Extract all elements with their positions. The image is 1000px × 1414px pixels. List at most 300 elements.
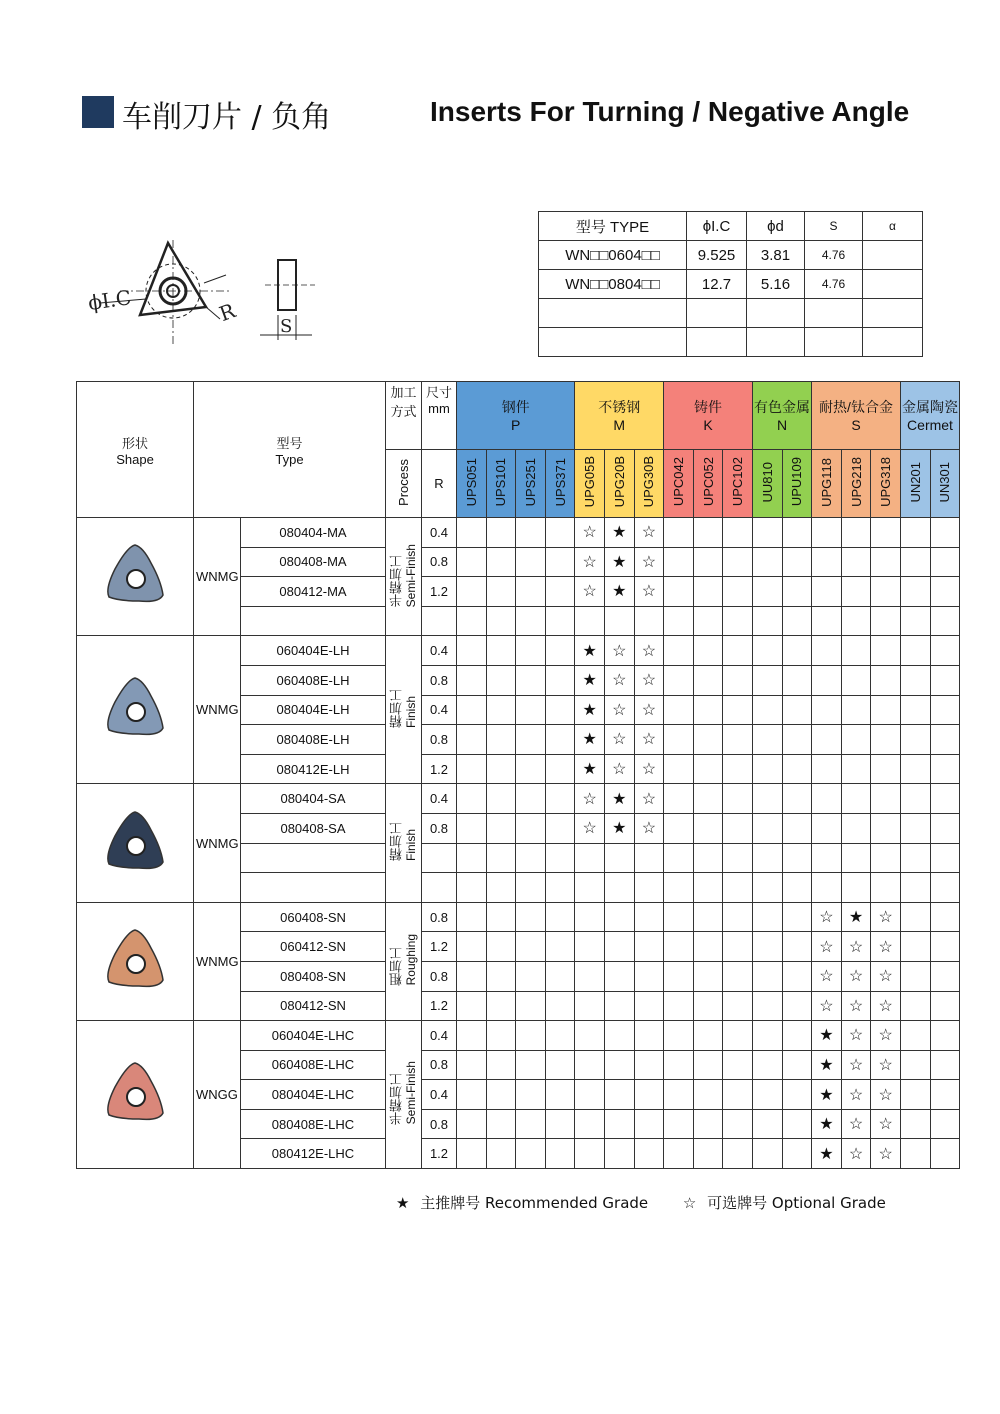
grade-mark-cell — [930, 843, 960, 873]
grade-mark-cell — [723, 902, 753, 932]
grade-mark-cell — [457, 606, 487, 636]
process-cn: 精加工 — [388, 822, 404, 862]
grade-mark-cell — [782, 1139, 812, 1169]
grade-label: UPG318 — [878, 457, 894, 507]
insert-code-cell: 080408-SA — [241, 813, 386, 843]
grade-mark-cell: ★ — [841, 902, 871, 932]
grade-mark-cell: ★ — [575, 636, 605, 666]
grade-mark-cell — [634, 606, 664, 636]
dimension-header-s: S — [805, 212, 863, 241]
grade-mark-cell — [752, 1109, 782, 1139]
table-row — [77, 1021, 960, 1051]
grade-mark-cell — [812, 577, 842, 607]
grade-mark-cell — [900, 784, 930, 814]
grade-mark-cell — [782, 902, 812, 932]
grade-mark-cell — [575, 1050, 605, 1080]
grade-mark-cell — [871, 754, 901, 784]
table-row — [77, 518, 960, 548]
grade-mark-cell — [930, 1021, 960, 1051]
drawing-r-label: R — [216, 298, 239, 327]
grade-mark-cell — [723, 1050, 753, 1080]
radius-cell: 1.2 — [422, 754, 457, 784]
grade-mark-cell — [486, 1021, 516, 1051]
grade-mark-cell — [900, 1021, 930, 1051]
grade-mark-cell — [486, 606, 516, 636]
grade-mark-cell: ☆ — [634, 665, 664, 695]
process-cn: 精加工 — [388, 688, 404, 728]
grade-mark-cell — [516, 932, 546, 962]
header-square-icon — [82, 96, 114, 128]
grade-mark-cell — [486, 873, 516, 903]
insert-code-cell: 080408E-LHC — [241, 1109, 386, 1139]
grade-mark-cell — [545, 961, 575, 991]
grade-label: UN201 — [907, 461, 923, 503]
grade-mark-cell: ★ — [604, 813, 634, 843]
grade-mark-cell — [664, 1021, 694, 1051]
grade-mark-cell — [457, 873, 487, 903]
grade-mark-cell — [930, 961, 960, 991]
grade-mark-cell — [664, 518, 694, 548]
grade-mark-cell — [900, 665, 930, 695]
grade-mark-cell — [782, 518, 812, 548]
grade-mark-cell — [841, 725, 871, 755]
grade-mark-cell — [723, 813, 753, 843]
grade-mark-cell: ☆ — [634, 695, 664, 725]
grade-label: UPG30B — [641, 456, 657, 508]
grade-mark-cell — [841, 813, 871, 843]
grade-mark-cell: ☆ — [871, 1021, 901, 1051]
grade-mark-cell — [782, 695, 812, 725]
grade-mark-cell — [812, 843, 842, 873]
material-group-letter: Cermet — [907, 416, 953, 433]
grade-mark-cell — [723, 754, 753, 784]
grade-mark-cell: ☆ — [841, 991, 871, 1021]
grade-mark-cell — [930, 754, 960, 784]
grade-header — [841, 450, 871, 518]
insert-type-cell: WNMG — [194, 518, 241, 636]
grade-mark-cell — [664, 695, 694, 725]
insert-drawing — [80, 235, 340, 350]
grade-header — [752, 450, 782, 518]
grade-mark-cell — [782, 961, 812, 991]
grade-mark-cell — [752, 695, 782, 725]
grade-mark-cell — [930, 577, 960, 607]
grade-mark-cell — [516, 1080, 546, 1110]
grade-mark-cell — [723, 1139, 753, 1169]
optional-label: 可选牌号 Optional Grade — [707, 1194, 886, 1212]
radius-cell: 0.8 — [422, 547, 457, 577]
grade-mark-cell: ☆ — [575, 784, 605, 814]
grade-mark-cell: ☆ — [634, 725, 664, 755]
shape-header — [77, 382, 194, 518]
grade-mark-cell — [900, 902, 930, 932]
insert-code-cell: 080404-SA — [241, 784, 386, 814]
process-cell — [386, 902, 422, 1020]
grade-mark-cell: ☆ — [604, 695, 634, 725]
grade-mark-cell — [693, 873, 723, 903]
process-cell — [386, 784, 422, 902]
grade-mark-cell — [782, 1050, 812, 1080]
material-group-header — [900, 382, 959, 450]
grade-mark-cell — [782, 932, 812, 962]
grade-mark-cell — [545, 1139, 575, 1169]
grade-mark-cell — [545, 665, 575, 695]
grade-mark-cell — [545, 1109, 575, 1139]
dimension-cell: 4.76 — [805, 270, 863, 299]
grade-mark-cell — [693, 695, 723, 725]
grade-mark-cell: ☆ — [812, 961, 842, 991]
grade-label: UPS371 — [552, 457, 568, 507]
grade-mark-cell — [812, 695, 842, 725]
insert-code-cell: 080412-SN — [241, 991, 386, 1021]
grade-mark-cell — [604, 1109, 634, 1139]
process-cn: 半精加工 — [388, 1072, 404, 1125]
grade-mark-cell — [486, 1139, 516, 1169]
grade-mark-cell — [457, 754, 487, 784]
grade-mark-cell — [545, 606, 575, 636]
dimension-cell — [863, 270, 923, 299]
grade-mark-cell — [900, 961, 930, 991]
grade-mark-cell — [664, 991, 694, 1021]
material-group-header — [575, 382, 664, 450]
grade-header — [782, 450, 812, 518]
size-header-unit: mm — [428, 401, 450, 416]
grade-header — [486, 450, 516, 518]
material-group-letter: M — [613, 416, 626, 433]
table-row — [77, 902, 960, 932]
grade-mark-cell — [486, 843, 516, 873]
radius-cell: 0.4 — [422, 636, 457, 666]
grade-mark-cell: ★ — [812, 1109, 842, 1139]
dimension-cell — [863, 299, 923, 328]
insert-code-cell: 080412E-LH — [241, 754, 386, 784]
grade-mark-cell: ☆ — [871, 991, 901, 1021]
table-row — [77, 636, 960, 666]
process-cn: 粗加工 — [388, 946, 404, 986]
grade-mark-cell: ★ — [812, 1080, 842, 1110]
grade-mark-cell — [516, 636, 546, 666]
grade-mark-cell — [486, 1109, 516, 1139]
size-header-r: R — [422, 450, 457, 518]
grade-mark-cell — [752, 843, 782, 873]
insert-hole — [127, 1088, 145, 1106]
grade-header — [634, 450, 664, 518]
grade-mark-cell — [900, 843, 930, 873]
grade-mark-cell — [723, 932, 753, 962]
insert-code-cell: 080408E-LH — [241, 725, 386, 755]
grade-mark-cell — [634, 961, 664, 991]
grade-mark-cell — [664, 961, 694, 991]
grade-mark-cell — [486, 813, 516, 843]
grade-mark-cell — [457, 961, 487, 991]
grade-label: UPS051 — [463, 457, 479, 507]
dimension-cell: 12.7 — [687, 270, 747, 299]
grade-mark-cell — [782, 1080, 812, 1110]
grade-mark-cell — [457, 577, 487, 607]
grade-mark-cell — [782, 1109, 812, 1139]
insert-type-cell: WNMG — [194, 902, 241, 1020]
dimension-cell — [539, 328, 687, 357]
grade-mark-cell — [486, 1080, 516, 1110]
grade-label: UPG118 — [818, 457, 834, 507]
material-group-letter: P — [511, 416, 521, 433]
radius-cell — [422, 606, 457, 636]
grade-mark-cell — [664, 813, 694, 843]
dimension-cell — [863, 328, 923, 357]
grade-mark-cell — [634, 1050, 664, 1080]
grade-mark-cell — [752, 754, 782, 784]
process-cell — [386, 1021, 422, 1169]
grade-label: UPG20B — [611, 456, 627, 508]
grade-mark-cell: ☆ — [812, 902, 842, 932]
grade-mark-cell: ★ — [812, 1139, 842, 1169]
grade-mark-cell — [900, 1050, 930, 1080]
material-group-cn: 钢件 — [501, 398, 530, 415]
grade-mark-cell — [782, 813, 812, 843]
grade-mark-cell — [604, 1139, 634, 1169]
grade-mark-cell — [575, 961, 605, 991]
insert-image-icon — [99, 1057, 171, 1129]
grade-mark-cell — [930, 1109, 960, 1139]
grade-mark-cell — [545, 784, 575, 814]
grade-mark-cell — [486, 636, 516, 666]
grade-mark-cell — [664, 636, 694, 666]
insert-code-cell: 060408E-LH — [241, 665, 386, 695]
insert-shape-cell — [77, 518, 194, 636]
grade-mark-cell: ☆ — [841, 932, 871, 962]
grade-mark-cell: ☆ — [841, 1080, 871, 1110]
insert-shape-cell — [77, 1021, 194, 1169]
process-header-cn: 加工方式 — [386, 382, 422, 450]
grade-mark-cell — [782, 1021, 812, 1051]
grade-label: UPC042 — [670, 457, 686, 507]
grade-mark-cell — [634, 1109, 664, 1139]
grade-mark-cell — [486, 754, 516, 784]
grade-mark-cell — [723, 1021, 753, 1051]
grade-mark-cell — [575, 843, 605, 873]
grade-mark-cell — [723, 606, 753, 636]
insert-code-cell — [241, 873, 386, 903]
dimension-cell — [805, 299, 863, 328]
grade-mark-cell — [664, 725, 694, 755]
page-title-cn: 车削刀片 / 负角 — [122, 100, 332, 135]
material-group-letter: N — [776, 416, 788, 433]
recommended-label: 主推牌号 Recommended Grade — [420, 1194, 649, 1212]
grade-mark-cell: ☆ — [871, 961, 901, 991]
grade-header — [900, 450, 930, 518]
radius-cell: 0.8 — [422, 961, 457, 991]
recommended-star-icon: ★ — [396, 1194, 410, 1212]
insert-code-cell: 080404-MA — [241, 518, 386, 548]
grade-mark-cell — [545, 813, 575, 843]
grade-mark-cell: ☆ — [634, 784, 664, 814]
grade-mark-cell: ☆ — [812, 991, 842, 1021]
insert-code-cell: 080408-MA — [241, 547, 386, 577]
grade-mark-cell — [930, 1050, 960, 1080]
grade-mark-cell — [693, 1139, 723, 1169]
grade-mark-cell — [693, 636, 723, 666]
grade-mark-cell — [693, 932, 723, 962]
dimension-cell: WN□□0604□□ — [539, 241, 687, 270]
grade-label: UPC102 — [730, 457, 746, 507]
grade-mark-cell — [604, 606, 634, 636]
grade-mark-cell — [634, 1139, 664, 1169]
grade-mark-cell — [900, 932, 930, 962]
insert-code-cell: 060412-SN — [241, 932, 386, 962]
grade-mark-cell — [871, 873, 901, 903]
grade-mark-cell — [664, 547, 694, 577]
grade-mark-cell — [545, 1050, 575, 1080]
grade-mark-cell — [486, 577, 516, 607]
dimension-header-row — [539, 212, 923, 241]
insert-code-cell — [241, 606, 386, 636]
grade-mark-cell — [516, 961, 546, 991]
grade-mark-cell — [457, 665, 487, 695]
radius-cell: 0.8 — [422, 1050, 457, 1080]
grade-mark-cell — [693, 754, 723, 784]
grade-mark-cell — [930, 1139, 960, 1169]
grade-mark-cell — [812, 784, 842, 814]
grade-mark-cell: ☆ — [841, 1021, 871, 1051]
process-en: Semi-Finish — [403, 543, 418, 607]
grade-mark-cell — [486, 961, 516, 991]
dimension-cell — [539, 299, 687, 328]
grade-mark-cell — [900, 1139, 930, 1169]
grade-mark-cell — [457, 1021, 487, 1051]
grade-mark-cell — [457, 991, 487, 1021]
grade-mark-cell — [545, 1080, 575, 1110]
grade-mark-cell: ☆ — [604, 665, 634, 695]
grade-mark-cell — [516, 1021, 546, 1051]
grade-mark-cell — [782, 577, 812, 607]
grade-mark-cell — [782, 725, 812, 755]
grade-mark-cell — [752, 725, 782, 755]
dimension-cell — [805, 328, 863, 357]
grade-header — [871, 450, 901, 518]
grade-mark-cell: ☆ — [871, 1139, 901, 1169]
grade-mark-cell: ☆ — [871, 1109, 901, 1139]
grade-mark-cell — [664, 843, 694, 873]
grade-mark-cell: ☆ — [812, 932, 842, 962]
grade-mark-cell — [930, 902, 960, 932]
insert-code-cell: 060408E-LHC — [241, 1050, 386, 1080]
legend — [396, 1192, 892, 1213]
radius-cell: 1.2 — [422, 932, 457, 962]
grade-mark-cell — [604, 961, 634, 991]
grade-mark-cell — [930, 695, 960, 725]
insert-code-cell: 080404E-LH — [241, 695, 386, 725]
grade-mark-cell — [634, 873, 664, 903]
grade-mark-cell — [604, 1080, 634, 1110]
grade-mark-cell: ★ — [812, 1050, 842, 1080]
grade-mark-cell — [545, 547, 575, 577]
grade-mark-cell — [575, 873, 605, 903]
grade-mark-cell — [752, 873, 782, 903]
grade-mark-cell — [545, 577, 575, 607]
grade-mark-cell — [723, 577, 753, 607]
dimension-table — [538, 211, 923, 357]
grade-mark-cell — [752, 961, 782, 991]
insert-shape-cell — [77, 784, 194, 902]
radius-cell: 1.2 — [422, 577, 457, 607]
grade-mark-cell — [516, 1109, 546, 1139]
material-group-letter: S — [851, 416, 861, 433]
grade-mark-cell — [545, 902, 575, 932]
dimension-header-alpha: α — [863, 212, 923, 241]
grade-mark-cell — [900, 873, 930, 903]
grade-mark-cell — [457, 813, 487, 843]
grade-header — [930, 450, 960, 518]
process-en: Roughing — [403, 934, 418, 986]
grade-mark-cell — [871, 665, 901, 695]
grade-mark-cell — [486, 518, 516, 548]
grade-mark-cell — [516, 813, 546, 843]
insert-image-icon — [99, 924, 171, 996]
drawing-ic-label: ϕI.C — [86, 285, 133, 315]
grade-mark-cell — [457, 1050, 487, 1080]
grade-mark-cell — [752, 991, 782, 1021]
grade-header — [457, 450, 487, 518]
grade-mark-cell: ☆ — [575, 518, 605, 548]
grade-mark-cell — [752, 606, 782, 636]
grade-mark-cell — [871, 518, 901, 548]
grade-mark-cell — [812, 754, 842, 784]
grade-mark-cell — [457, 695, 487, 725]
grade-mark-cell — [930, 518, 960, 548]
insert-type-cell: WNGG — [194, 1021, 241, 1169]
grade-mark-cell — [575, 1080, 605, 1110]
insert-hole — [127, 837, 145, 855]
grade-mark-cell — [664, 784, 694, 814]
grade-mark-cell — [871, 636, 901, 666]
radius-cell: 0.8 — [422, 902, 457, 932]
grade-mark-cell: ☆ — [871, 1080, 901, 1110]
grade-mark-cell — [900, 991, 930, 1021]
grade-mark-cell — [664, 754, 694, 784]
grade-label: UPS101 — [493, 457, 509, 507]
grade-mark-cell — [634, 991, 664, 1021]
grade-mark-cell — [516, 1050, 546, 1080]
grade-mark-cell — [930, 813, 960, 843]
grade-mark-cell — [900, 606, 930, 636]
dimension-cell: WN□□0804□□ — [539, 270, 687, 299]
grade-mark-cell: ☆ — [604, 636, 634, 666]
grade-mark-cell — [930, 873, 960, 903]
grade-mark-cell — [693, 606, 723, 636]
grade-mark-cell: ★ — [604, 784, 634, 814]
insert-hole — [127, 570, 145, 588]
insert-type-cell: WNMG — [194, 784, 241, 902]
grade-mark-cell — [486, 1050, 516, 1080]
group-header-row — [77, 382, 960, 450]
grade-mark-cell — [457, 725, 487, 755]
grade-mark-cell — [752, 1050, 782, 1080]
grade-mark-cell — [900, 813, 930, 843]
process-cell — [386, 636, 422, 784]
grade-label: UPC052 — [700, 457, 716, 507]
grade-mark-cell: ☆ — [634, 518, 664, 548]
grade-mark-cell — [841, 695, 871, 725]
grade-header — [575, 450, 605, 518]
grade-mark-cell — [752, 932, 782, 962]
grade-mark-cell — [752, 518, 782, 548]
grade-mark-cell — [545, 1021, 575, 1051]
grade-header — [604, 450, 634, 518]
grade-mark-cell — [545, 991, 575, 1021]
grade-mark-cell — [457, 547, 487, 577]
grade-mark-cell — [693, 961, 723, 991]
radius-cell: 0.8 — [422, 813, 457, 843]
